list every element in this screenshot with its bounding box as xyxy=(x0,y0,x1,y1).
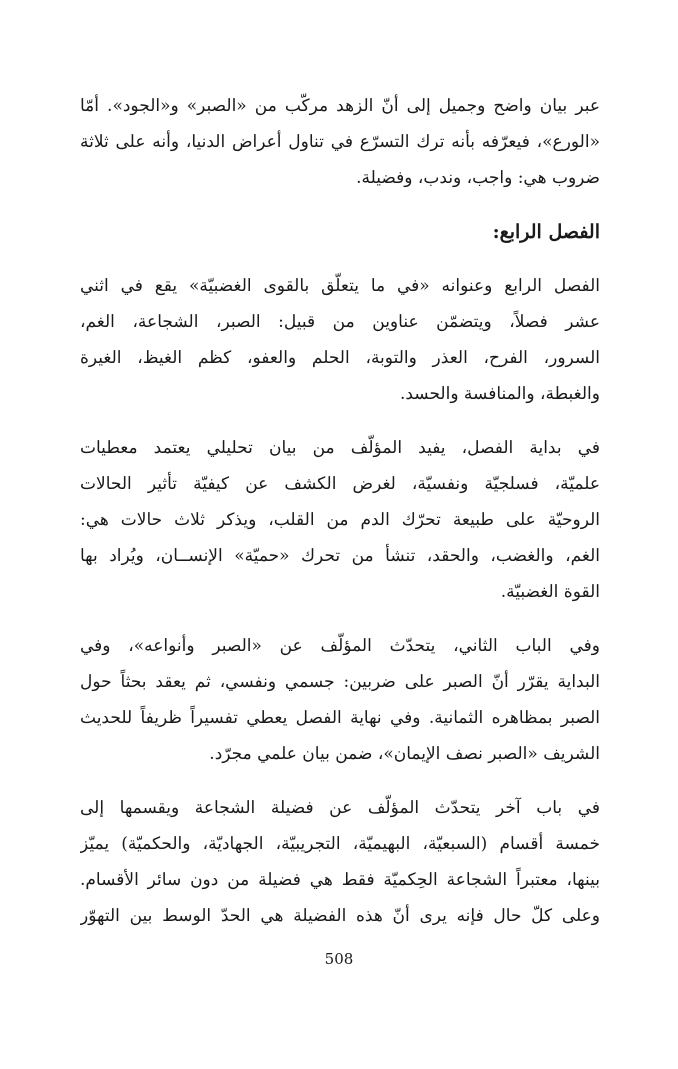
text-line: «الورع»، فيعرّفه بأنه ترك التسرّع في تناول أعراض الدنيا، وأنه على ثلاثة xyxy=(80,132,600,152)
text-line: السرور، الفرح، العذر والتوبة، الحلم والعفو، كظم الغيظ، الغيرة xyxy=(80,348,600,368)
text-line: الصبر بمظاهره الثمانية. وفي نهاية الفصل يعطي تفسيراً ظريفاً للحديث xyxy=(80,708,600,728)
book-page xyxy=(80,88,600,952)
text-line: علميّة، فسلجيّة ونفسيّة، لغرض الكشف عن كيفيّة تأثير الحالات xyxy=(80,474,600,494)
paragraph-chapter-four-intro xyxy=(80,268,600,412)
section-heading: الفصل الرابع: xyxy=(492,221,600,243)
text-line: خمسة أقسام (السبعيّة، البهيميّة، التجريبيّة، الجهاديّة، والحكميّة) يميّز xyxy=(80,834,600,854)
text-line: ضروب هي: واجب، وندب، وفضيلة. xyxy=(356,168,600,188)
text-line: وعلى كلّ حال فإنه يرى أنّ هذه الفضيلة هي الحدّ الوسط بين التهوّر xyxy=(80,906,600,926)
paragraph-chapter-beginning xyxy=(80,430,600,610)
text-line: الشريف «الصبر نصف الإيمان»، ضمن بيان علمي مجرّد. xyxy=(209,744,600,764)
text-line: القوة الغضبيّة. xyxy=(500,582,600,602)
text-line: الغم، والغضب، والحقد، تنشأ من تحرك «حميّة» الإنســان، ويُراد بها xyxy=(80,546,600,566)
text-line: الروحيّة على طبيعة تحرّك الدم من القلب، ويذكر ثلاث حالات هي: xyxy=(80,510,600,530)
text-line: والغبطة، والمنافسة والحسد. xyxy=(399,384,600,404)
text-line: بينها، معتبراً الشجاعة الحِكميّة فقط هي فضيلة من دون سائر الأقسام. xyxy=(80,870,600,890)
text-line: عبر بيان واضح وجميل إلى أنّ الزهد مركّب من «الصبر» و«الجود». أمّا xyxy=(80,96,600,116)
text-line: وفي الباب الثاني، يتحدّث المؤلّف عن «الصبر وأنواعه»، وفي xyxy=(80,636,600,656)
paragraph-patience xyxy=(80,628,600,772)
paragraph-courage xyxy=(80,790,600,934)
text-line: الفصل الرابع وعنوانه «في ما يتعلّق بالقوى الغضبيّة» يقع في اثني xyxy=(80,276,600,296)
text-line: في باب آخر يتحدّث المؤلّف عن فضيلة الشجاعة ويقسمها إلى xyxy=(80,798,600,818)
text-line: عشر فصلاً، ويتضمّن عناوين من قبيل: الصبر، الشجاعة، الغم، xyxy=(80,312,600,332)
page-number: 508 xyxy=(324,950,354,968)
text-line: في بداية الفصل، يفيد المؤلّف من بيان تحليلي يعتمد معطيات xyxy=(80,438,600,458)
intro-paragraph xyxy=(80,88,600,196)
text-line: البداية يقرّر أنّ الصبر على ضربين: جسمي ونفسي، ثم يعقد بحثاً حول xyxy=(80,672,600,692)
